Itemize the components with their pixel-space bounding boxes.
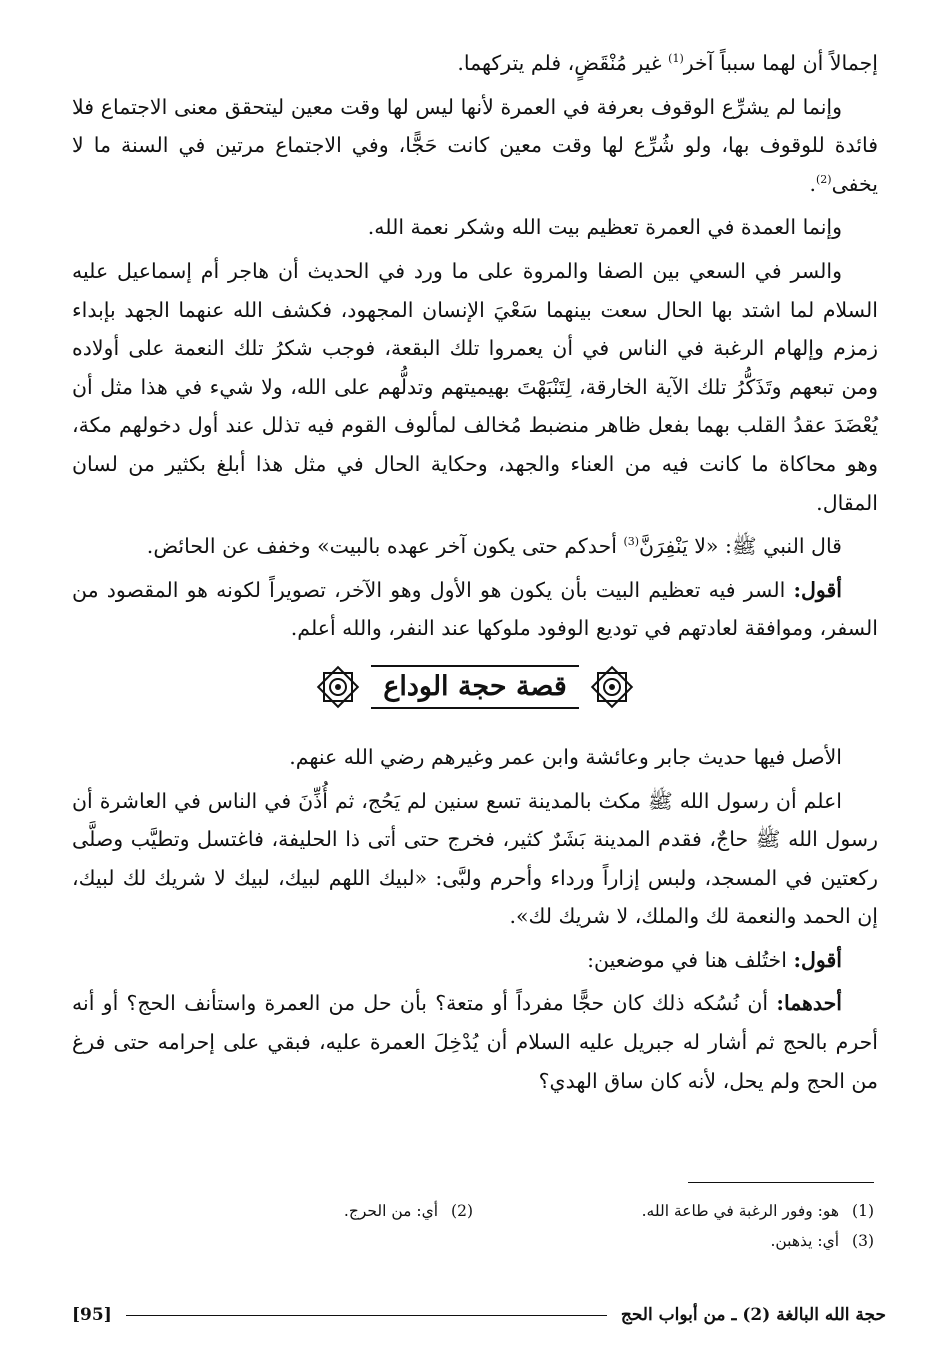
paragraph-2: وإنما لم يشرِّع الوقوف بعرفة في العمرة لأنها ليس لها وقت معين ليتحقق معنى الاجتماع فلا فائدة للوقوف بها، ولو شُرِّع لها وقت معين كانت حَجًّا، وفي الاجتماع مرتين في السنة ما لا يخفى$^{(2)}$. — [72, 94, 878, 196]
eight-point-star-ornament-icon — [315, 664, 361, 710]
footnote-ref-3: (3) — [623, 535, 640, 549]
paragraph-5: قال النبي ﷺ: «لا يَنْفِرَنَّ$^{(3)}$ أحدكم حتى يكون آخر عهده بالبيت» وخفف عن الحائض. — [146, 534, 842, 559]
footnote-ref-2: (2) — [816, 172, 832, 186]
footer-book-title: حجة الله البالغة (2) ـ من أبواب الحج — [620, 1305, 886, 1325]
page-number: [95] — [72, 1305, 112, 1325]
footnotes — [72, 1196, 874, 1256]
main-text — [72, 44, 878, 1105]
section-title: قصة حجة الوداع — [371, 665, 579, 709]
section-heading — [72, 664, 878, 718]
paragraph-4: والسر في السعي بين الصفا والمروة على ما ورد في الحديث أن هاجر أم إسماعيل عليه السلام لما اشتد بها الحال سعت بينهما سَعْيَ الإنسان المجهود، فكشف الله عنهما الجهد بإبداء زمزم وإلهام الرغبة في الناس في أن يعمروا تلك البقعة، فوجب شكرُ تلك النعمة على أولاده ومن تبعهم وتَذَكُّرُ تلك الآية الخارقة، لِتَنْبَهْتَ بهيميتهم وتدلُّهم على الله، ولا شيء في هذا مثل أن يُعْضَدَ عقدُ القلب بهما بفعل ظاهر منضبط مُخالف لمألوف القوم فيه تذلل عند أول دخولهم مكة، وهو محاكاة ما كانت فيه من العناء والجهد، وحكاية الحال في مثل هذا أبلغ بكثير من لسان المقال. — [72, 258, 878, 515]
paragraph-8: اعلم أن رسول الله ﷺ مكث بالمدينة تسع سنين لم يَحُج، ثم أُذِّنَ في الناس في العاشرة أن رسول الله ﷺ حاجٌ، فقدم المدينة بَشَرٌ كثير، فخرج حتى أتى ذا الحليفة، فاغتسل وتطيَّب وصلَّى ركعتين في المسجد، ولبس إزاراً ورداء وأحرم ولبَّى: «لبيك اللهم لبيك، لبيك لا شريك لك لبيك، إن الحمد والنعمة لك والملك، لا شريك لك». — [72, 788, 878, 929]
footnote-divider — [688, 1182, 874, 1183]
paragraph-6: أقول: السر فيه تعظيم البيت بأن يكون هو الأول وهو الآخر، تصويراً لكونه هو المقصود من السفر، وموافقة لعادتهم في توديع الوفود ملوكها عند النفر، والله أعلم. — [72, 577, 878, 641]
footnote-2: (2) أي: من الحرج. — [343, 1202, 473, 1220]
paragraph-3: وإنما العمدة في العمرة تعظيم بيت الله وشكر نعمة الله. — [367, 215, 842, 240]
paragraph-7: الأصل فيها حديث جابر وعائشة وابن عمر وغيرهم رضي الله عنهم. — [289, 744, 842, 769]
page-footer — [72, 1298, 886, 1332]
footnote-3: (3) أي: يذهبن. — [770, 1232, 874, 1250]
eight-point-star-ornament-icon — [589, 664, 635, 710]
footer-rule — [126, 1315, 607, 1316]
paragraph-9: أقول: اختُلف هنا في موضعين: — [587, 947, 842, 972]
paragraph-1: إجمالاً أن لهما سبباً آخر$^{(1)}$ غير مُنْقَضٍ، فلم يتركهما. — [457, 51, 878, 75]
footnote-ref-1: (1) — [668, 52, 684, 66]
paragraph-10: أحدهما: أن نُسُكه ذلك كان حجًّا مفرداً أو متعة؟ بأن حل من العمرة واستأنف الحج؟ أو أنه أحرم بالحج ثم أشار له جبريل عليه السلام أن يُدْخِلَ العمرة عليه، فبقي على إحرامه حتى فرغ من الحج ولم يحل، لأنه كان ساق الهدي؟ — [72, 991, 878, 1093]
footnote-1: (1) هو: وفور الرغبة في طاعة الله. — [641, 1202, 874, 1220]
